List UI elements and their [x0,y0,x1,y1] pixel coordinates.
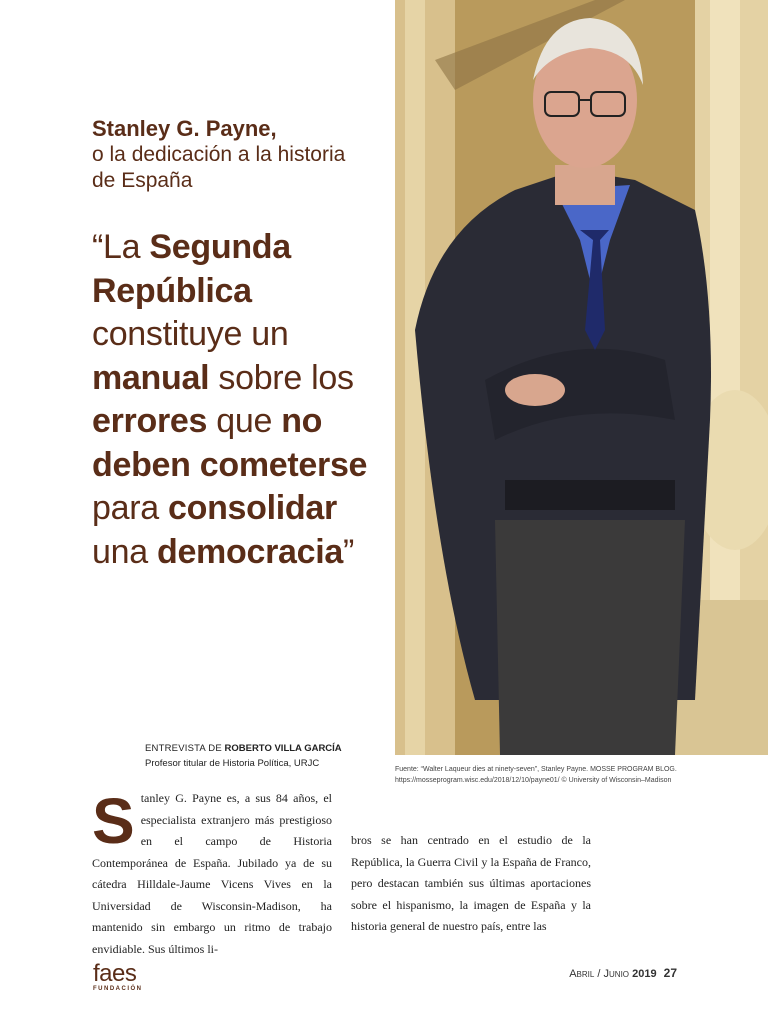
quote-emphasis: democracia [156,532,343,571]
photo-caption-url: https://mosseprogram.wisc.edu/2018/12/10/payne01/ © University of Wisconsin–Madison [395,777,672,784]
article-text-2: bros se han centrado en el estudio de la República, la Guerra Civil y la España de Franco, pero destacan también sus últimas aportaciones sobre el hispanismo, la imagen de España y la historia general de nuestro país, entre las [351,833,591,933]
photo-caption-source: Fuente: “Walter Laqueur dies at ninety-seven”, Stanley Payne. MOSSE PROGRAM BLOG. [395,766,677,773]
interviewee-name: Stanley G. Payne, [92,116,277,141]
issue-year: 2019 [632,968,657,980]
quote-text: para [92,489,168,527]
quote-text: ” [342,532,355,571]
pull-quote [92,226,392,574]
article-subtitle-line-1: o la dedicación a la historia [92,143,346,166]
page-folio [569,966,677,980]
article-header [92,116,392,194]
byline-prefix: ENTREVISTA DE [145,743,222,754]
quote-text: constituye un [92,315,289,353]
quote-emphasis: manual [92,358,210,397]
quote-emphasis: no deben cometerse [92,402,368,484]
quote-emphasis: errores [92,402,208,440]
quote-emphasis: Segunda República [92,228,291,310]
article-text-1: tanley G. Payne es, a sus 84 años, el especialista extranjero más prestigioso en el campo de Historia Contemporánea de España. Jubilado ya de su cátedra Hilldale-Jaume Vicens Vives en la Universidad de Wisconsin-Madison, ha mantenido sin embargo un ritmo de trabajo envidiable. Sus últimos li- [92,791,332,956]
byline [145,741,385,771]
quote-text: sobre los [209,358,354,397]
quote-text: una [92,532,157,571]
byline-author-line [145,741,385,756]
issue-month-to: Junio [603,968,630,980]
drop-cap: S [92,785,135,857]
byline-author: ROBERTO VILLA GARCÍA [224,743,342,754]
quote-emphasis: consolidar [168,489,337,527]
portrait-photo [395,0,768,755]
portrait-illustration [395,0,768,755]
issue-separator: / [597,968,601,980]
article-column-1 [92,785,332,960]
article-column-2 [351,830,591,938]
faes-logo [93,962,143,992]
article-subtitle-line-2: de España [92,169,193,192]
logo-wordmark: faes [93,960,137,987]
quote-text: que [207,402,282,440]
page-number: 27 [663,966,677,980]
quote-text: “La [92,228,150,266]
photo-caption [395,764,768,786]
issue-month-from: Abril [569,968,595,980]
logo-subtitle: FUNDACIÓN [93,986,143,992]
byline-role: Profesor titular de Historia Política, URJC [145,758,320,769]
